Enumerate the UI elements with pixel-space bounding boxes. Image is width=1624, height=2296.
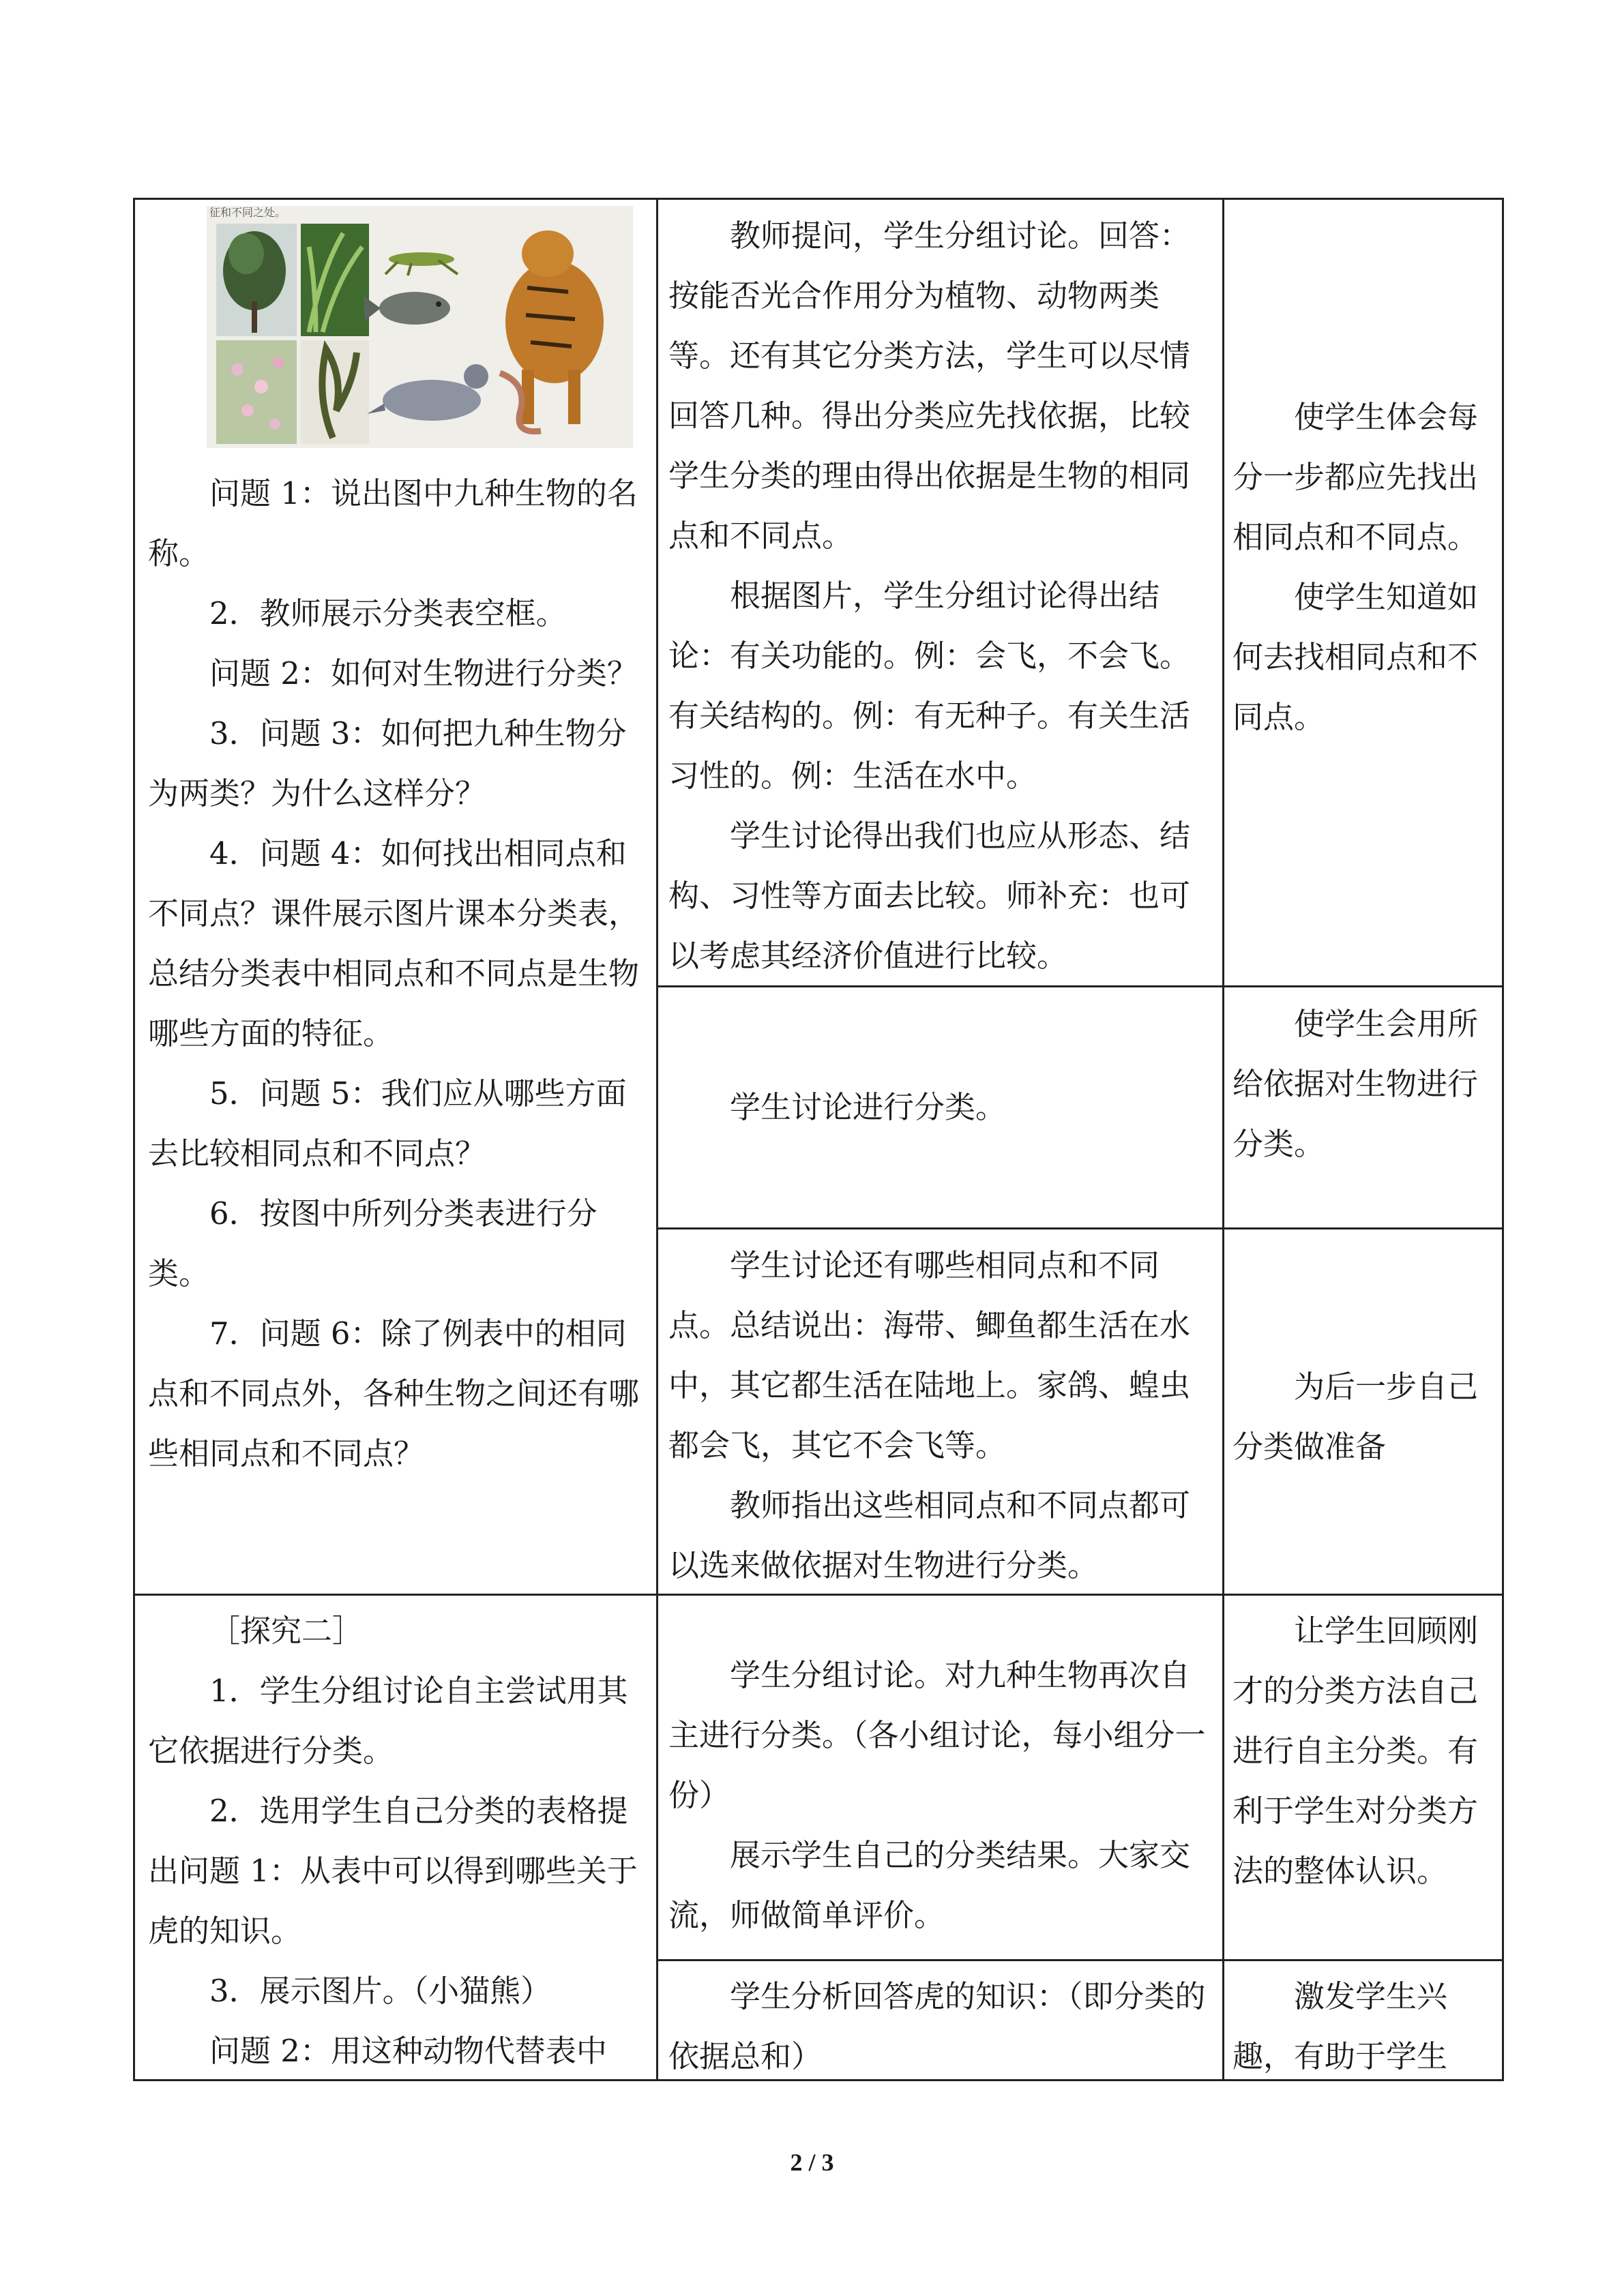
inquiry-step-3: 3．展示图片。（小猫熊） [209, 1973, 552, 2009]
question-2: 问题 2：如何对生物进行分类？ [209, 655, 638, 691]
activity-text: 学生讨论还有哪些相同点和不同点。总结说出：海带、鲫鱼都生活在水中，其它都生活在陆地上。家鸽、蝗虫都会飞，其它不会飞等。 [668, 1247, 1191, 1463]
row-divider-4 [656, 1959, 1504, 1961]
row-divider-2 [656, 1227, 1504, 1229]
purpose-text: 激发学生兴趣，有助于学生 [1232, 1978, 1448, 2074]
column-divider-1 [656, 198, 658, 2081]
photo-caption: 征和不同之处。 [209, 206, 286, 219]
column-divider-2 [1222, 198, 1224, 2081]
earthworm-photo [500, 373, 541, 432]
lesson-table [133, 198, 1504, 2081]
step-7: 7．问题 6：除了例表中的相同点和不同点外，各种生物之间还有哪些相同点和不同点？ [148, 1315, 640, 1472]
purpose-text: 让学生回顾刚才的分类方法自己进行自主分类。有利于学生对分类方法的整体认识。 [1232, 1613, 1479, 1889]
left-section-1 [148, 464, 645, 1484]
row-3-activity [668, 1236, 1214, 1596]
row-1-activity [668, 206, 1214, 986]
row-4-purpose [1232, 1601, 1495, 1901]
table-border-top [133, 198, 1504, 200]
step-4: 4．问题 4：如何找出相同点和不同点？课件展示图片课本分类表，总结分类表中相同点和不同点是生物哪些方面的特征。 [148, 835, 640, 1052]
table-border-right [1502, 198, 1504, 2081]
row-5-activity [668, 1967, 1214, 2087]
step-3: 3．问题 3：如何把九种生物分为两类？为什么这样分？ [148, 715, 627, 811]
organism-photo-collage [207, 206, 633, 448]
question-1: 问题 1：说出图中九种生物的名称。 [148, 475, 638, 571]
grasshopper-photo [385, 252, 458, 275]
inquiry-question-2: 问题 2：用这种动物代替表中 [209, 2033, 607, 2069]
purpose-text: 使学生知道如何去找相同点和不同点。 [1232, 579, 1479, 735]
activity-text: 教师指出这些相同点和不同点都可以选来做依据对生物进行分类。 [668, 1487, 1191, 1583]
inquiry-step-2: 2．选用学生自己分类的表格提出问题 1：从表中可以得到哪些关于虎的知识。 [148, 1793, 638, 1949]
row-1-purpose [1232, 387, 1495, 747]
purpose-text: 为后一步自己分类做准备 [1232, 1369, 1479, 1465]
activity-text: 学生分析回答虎的知识：（即分类的依据总和） [668, 1978, 1206, 2074]
row-2-activity [668, 1077, 1214, 1137]
step-6: 6．按图中所列分类表进行分类。 [148, 1195, 597, 1292]
fish-photo [364, 292, 450, 325]
row-5-purpose [1232, 1967, 1495, 2087]
row-4-activity [668, 1645, 1214, 1945]
purpose-text: 使学生体会每分一步都应先找出相同点和不同点。 [1232, 399, 1479, 555]
activity-text: 学生讨论进行分类。 [730, 1089, 1007, 1125]
inquiry-heading: ［探究二］ [209, 1613, 364, 1649]
left-section-2 [148, 1601, 645, 2081]
organism-photo [207, 206, 633, 448]
activity-text: 学生讨论得出我们也应从形态、结构、习性等方面去比较。师补充：也可以考虑其经济价值进行比较。 [668, 818, 1191, 974]
flower-photo [216, 340, 297, 444]
step-2: 2．教师展示分类表空框。 [209, 595, 567, 631]
activity-text: 学生分组讨论。对九种生物再次自主进行分类。（各小组讨论，每小组分一份） [668, 1657, 1206, 1813]
row-2-purpose [1232, 994, 1495, 1174]
pigeon-photo [367, 364, 488, 421]
activity-text: 根据图片，学生分组讨论得出结论：有关功能的。例：会飞，不会飞。有关结构的。例：有无种子。有关生活习性的。例：生活在水中。 [668, 578, 1191, 794]
page-number: 2 / 3 [790, 2149, 834, 2176]
table-border-left [133, 198, 135, 2081]
activity-text: 展示学生自己的分类结果。大家交流，师做简单评价。 [668, 1837, 1191, 1933]
purpose-text: 使学生会用所给依据对生物进行分类。 [1232, 1006, 1479, 1162]
row-3-purpose [1232, 1357, 1495, 1477]
step-5: 5．问题 5：我们应从哪些方面去比较相同点和不同点？ [148, 1075, 627, 1172]
activity-text: 教师提问，学生分组讨论。回答：按能否光合作用分为植物、动物两类等。还有其它分类方法，学生可以尽情回答几种。得出分类应先找依据，比较学生分类的理由得出依据是生物的相同点和不同点。 [668, 218, 1191, 554]
inquiry-step-1: 1．学生分组讨论自主尝试用其它依据进行分类。 [148, 1673, 628, 1769]
